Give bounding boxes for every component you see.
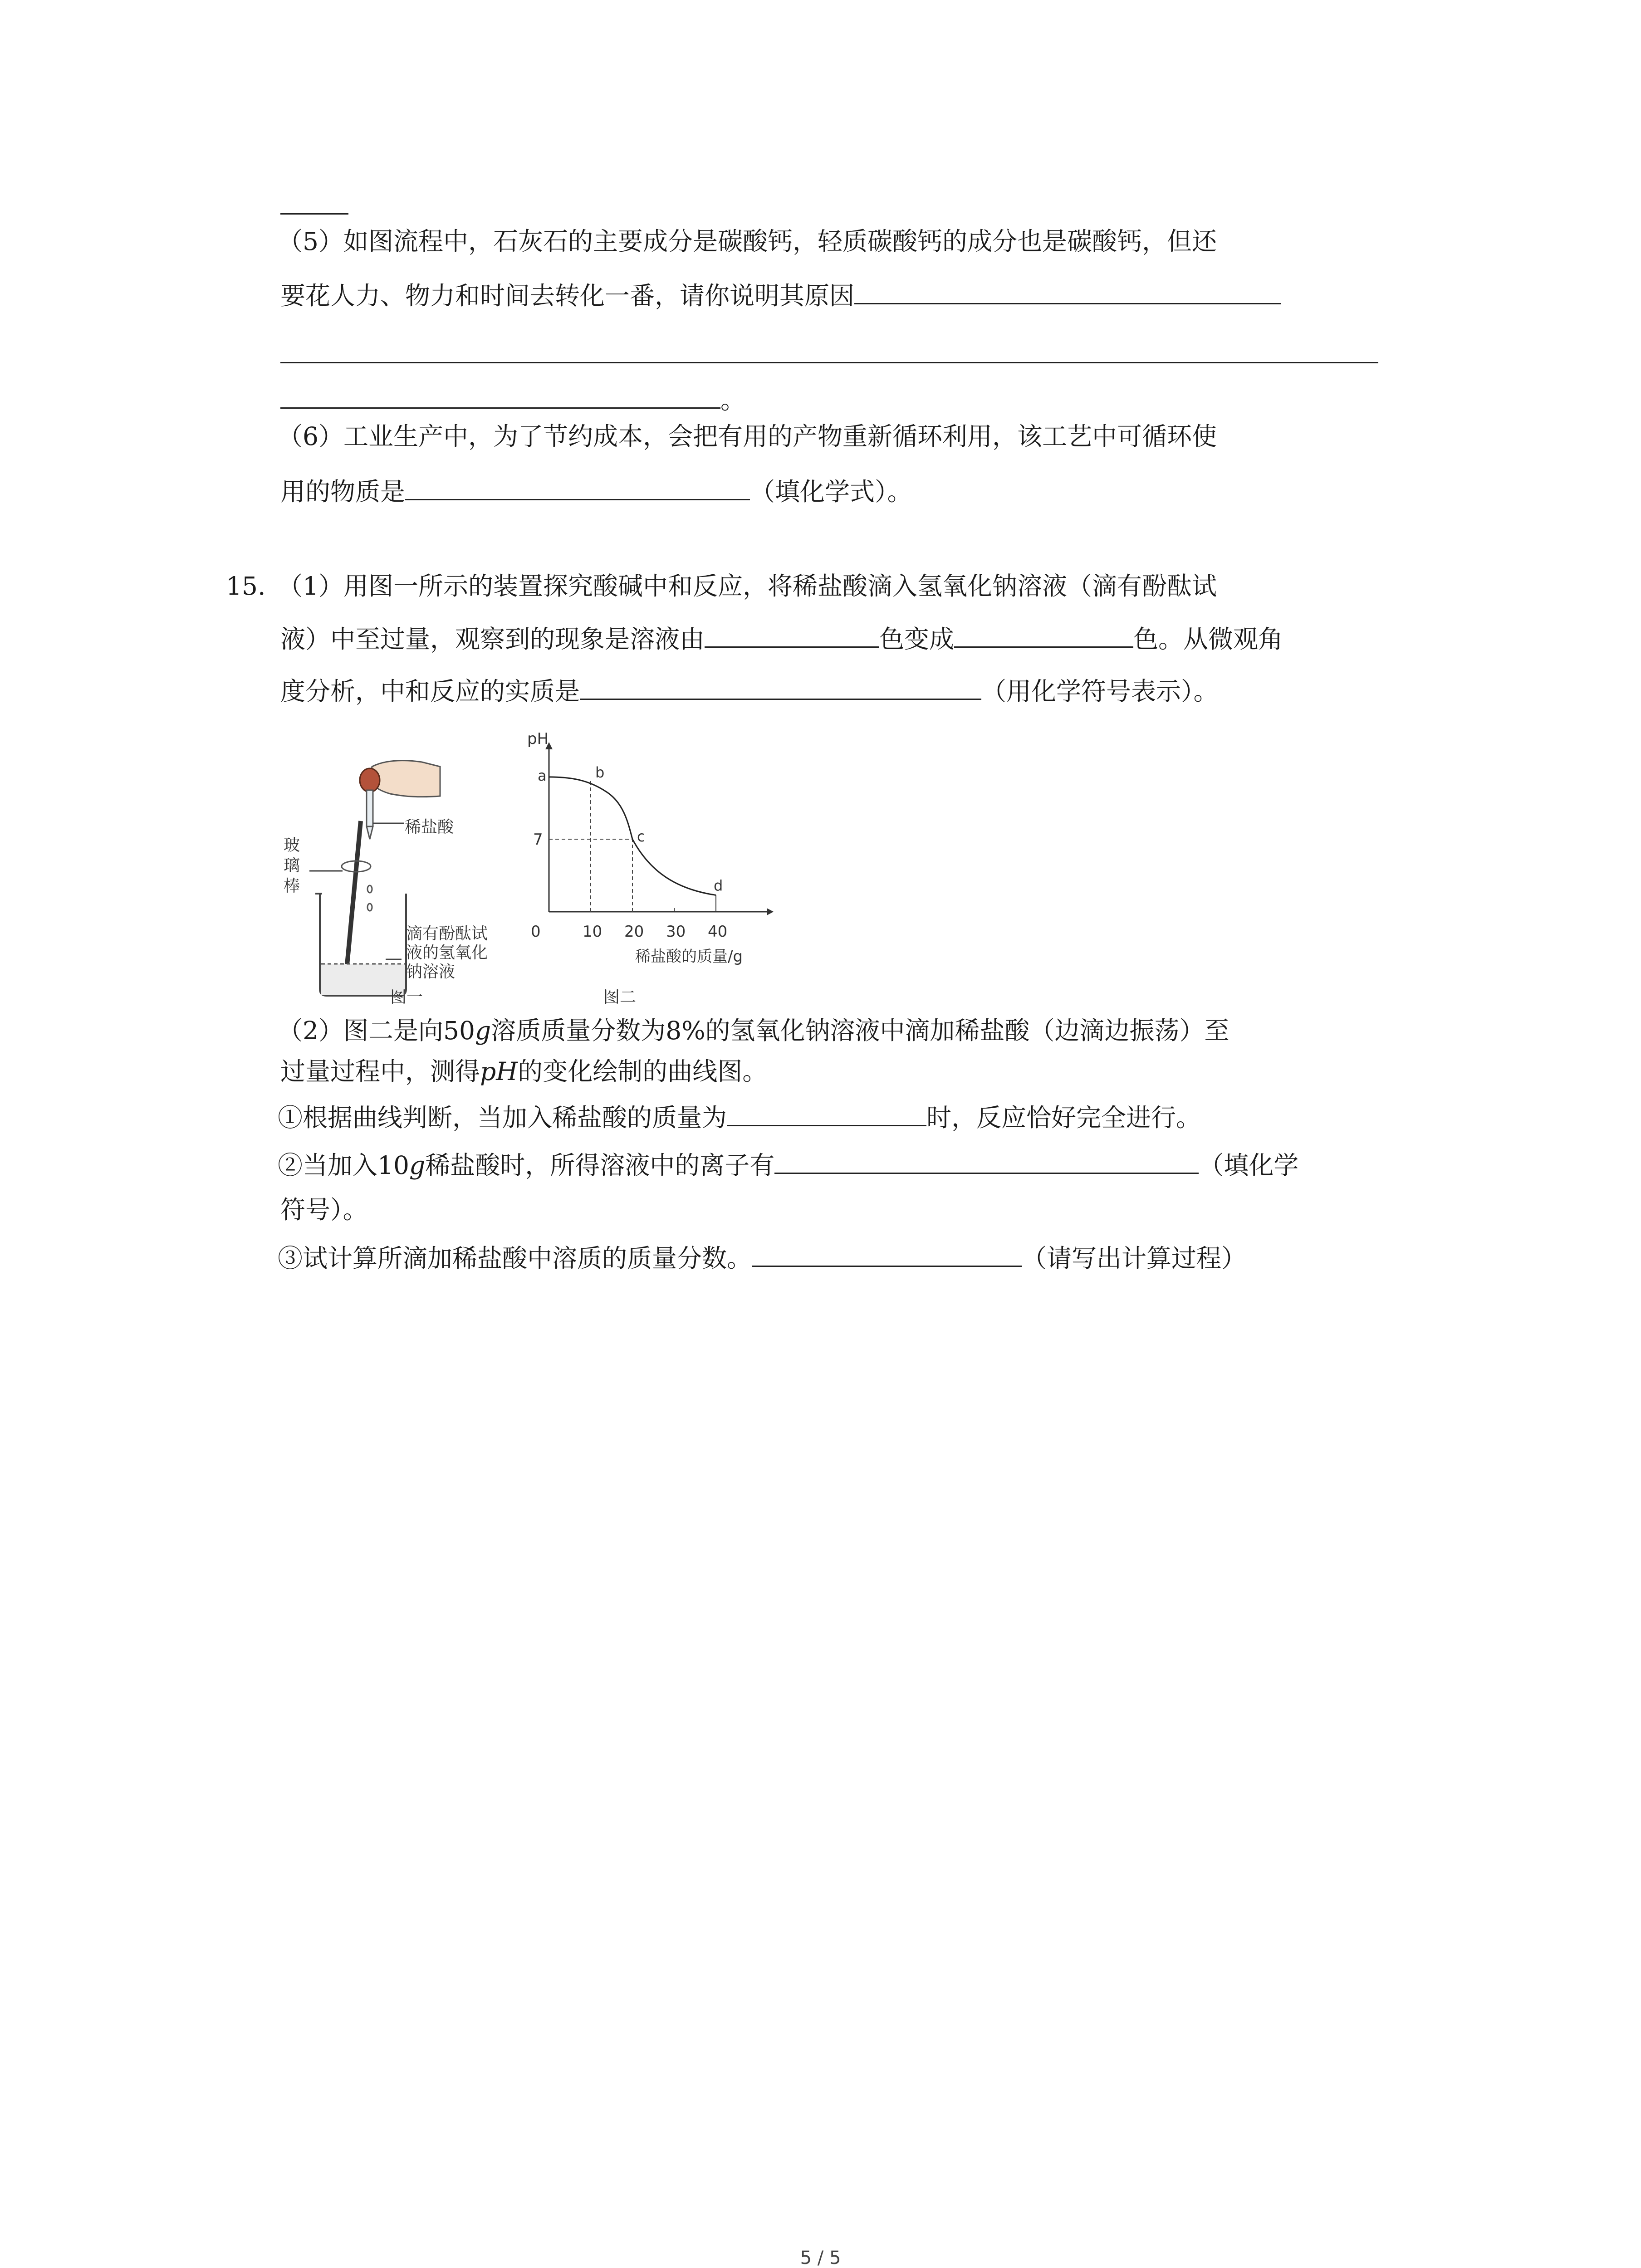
answer-blank-recycle[interactable] (405, 476, 750, 500)
label-beaker-1: 滴有酚酞试 (406, 924, 488, 943)
label-rod-3: 棒 (284, 877, 300, 895)
q14-p6-line2: 用的物质是 （填化学式）。 (280, 477, 912, 506)
answer-blank-calc[interactable] (752, 1243, 1022, 1267)
q15-sub3: ③试计算所滴加稀盐酸中溶质的质量分数。 （请写出计算过程） (278, 1244, 1247, 1273)
q15-number: 15. (226, 572, 266, 601)
point-label-d: d (714, 877, 723, 894)
page-number: 5 / 5 (800, 2248, 841, 2268)
q15-p2-line2: 过量过程中，测得pH的变化绘制的曲线图。 (280, 1057, 768, 1086)
answer-blank-reason-2[interactable] (280, 362, 1378, 363)
q14-p6-line1: （6）工业生产中，为了节约成本，会把有用的产物重新循环利用，该工艺中可循环使 (278, 422, 1217, 451)
figure-2-ph-chart (522, 726, 803, 1007)
x-tick-label: 20 (624, 923, 644, 941)
label-beaker-2: 液的氢氧化 (406, 943, 488, 962)
answer-blank-reason[interactable] (854, 280, 1281, 304)
x-tick-label: 30 (666, 923, 686, 941)
figure-2-caption: 图二 (603, 988, 637, 1007)
figure-1-caption: 图一 (390, 988, 423, 1007)
answer-blank-color-to[interactable] (954, 624, 1133, 648)
answer-blank-essence[interactable] (580, 676, 981, 700)
q14-p5-line4: 。 (280, 385, 745, 413)
label-rod-1: 玻 (284, 836, 300, 855)
q15-sub2-line2: 符号）。 (280, 1195, 368, 1224)
x-axis-arrow (767, 908, 774, 915)
figure-1-apparatus (277, 753, 513, 1007)
answer-blank-ions[interactable] (774, 1150, 1199, 1174)
q15-p2-line1: （2）图二是向50g溶质质量分数为8%的氢氧化钠溶液中滴加稀盐酸（边滴边振荡）至 (278, 1016, 1230, 1045)
label-dropper: 稀盐酸 (405, 818, 454, 836)
x-tick-label: 10 (583, 923, 603, 941)
answer-blank-prev[interactable] (280, 213, 348, 215)
ph-curve-chart (522, 726, 803, 1007)
q14-p5-line1: （5）如图流程中，石灰石的主要成分是碳酸钙，轻质碳酸钙的成分也是碳酸钙，但还 (278, 227, 1217, 256)
dropper-bulb-icon (360, 768, 380, 792)
label-rod-2: 璃 (284, 856, 300, 875)
x-tick-label: 40 (708, 923, 728, 941)
answer-blank-color-from[interactable] (705, 624, 879, 648)
answer-blank-mass[interactable] (727, 1102, 926, 1126)
x-tick-label: 0 (531, 923, 541, 941)
q15-p1-line3: 度分析，中和反应的实质是 （用化学符号表示）。 (280, 677, 1219, 706)
point-label-b: b (595, 764, 605, 781)
dropper-tube-icon (367, 790, 373, 826)
q15-sub2: ②当加入10g稀盐酸时，所得溶液中的离子有 （填化学 (278, 1151, 1299, 1180)
point-label-c: c (637, 828, 645, 845)
x-axis-label: 稀盐酸的质量/g (635, 948, 743, 966)
y-axis-label: pH (527, 730, 549, 748)
q14-p5-line2: 要花人力、物力和时间去转化一番，请你说明其原因 (280, 280, 1281, 308)
q15-p1-line1: （1）用图一所示的装置探究酸碱中和反应，将稀盐酸滴入氢氧化钠溶液（滴有酚酞试 (278, 572, 1217, 601)
label-beaker-3: 钠溶液 (406, 963, 456, 981)
q15-sub1: ①根据曲线判断，当加入稀盐酸的质量为 时，反应恰好完全进行。 (278, 1103, 1201, 1132)
apparatus-drawing (277, 753, 513, 1007)
answer-blank-reason-3[interactable] (280, 385, 720, 409)
y-tick-label: 7 (533, 831, 543, 849)
point-label-a: a (538, 767, 547, 784)
q15-p1-line2: 液）中至过量，观察到的现象是溶液由 色变成 色。从微观角 (280, 625, 1283, 654)
